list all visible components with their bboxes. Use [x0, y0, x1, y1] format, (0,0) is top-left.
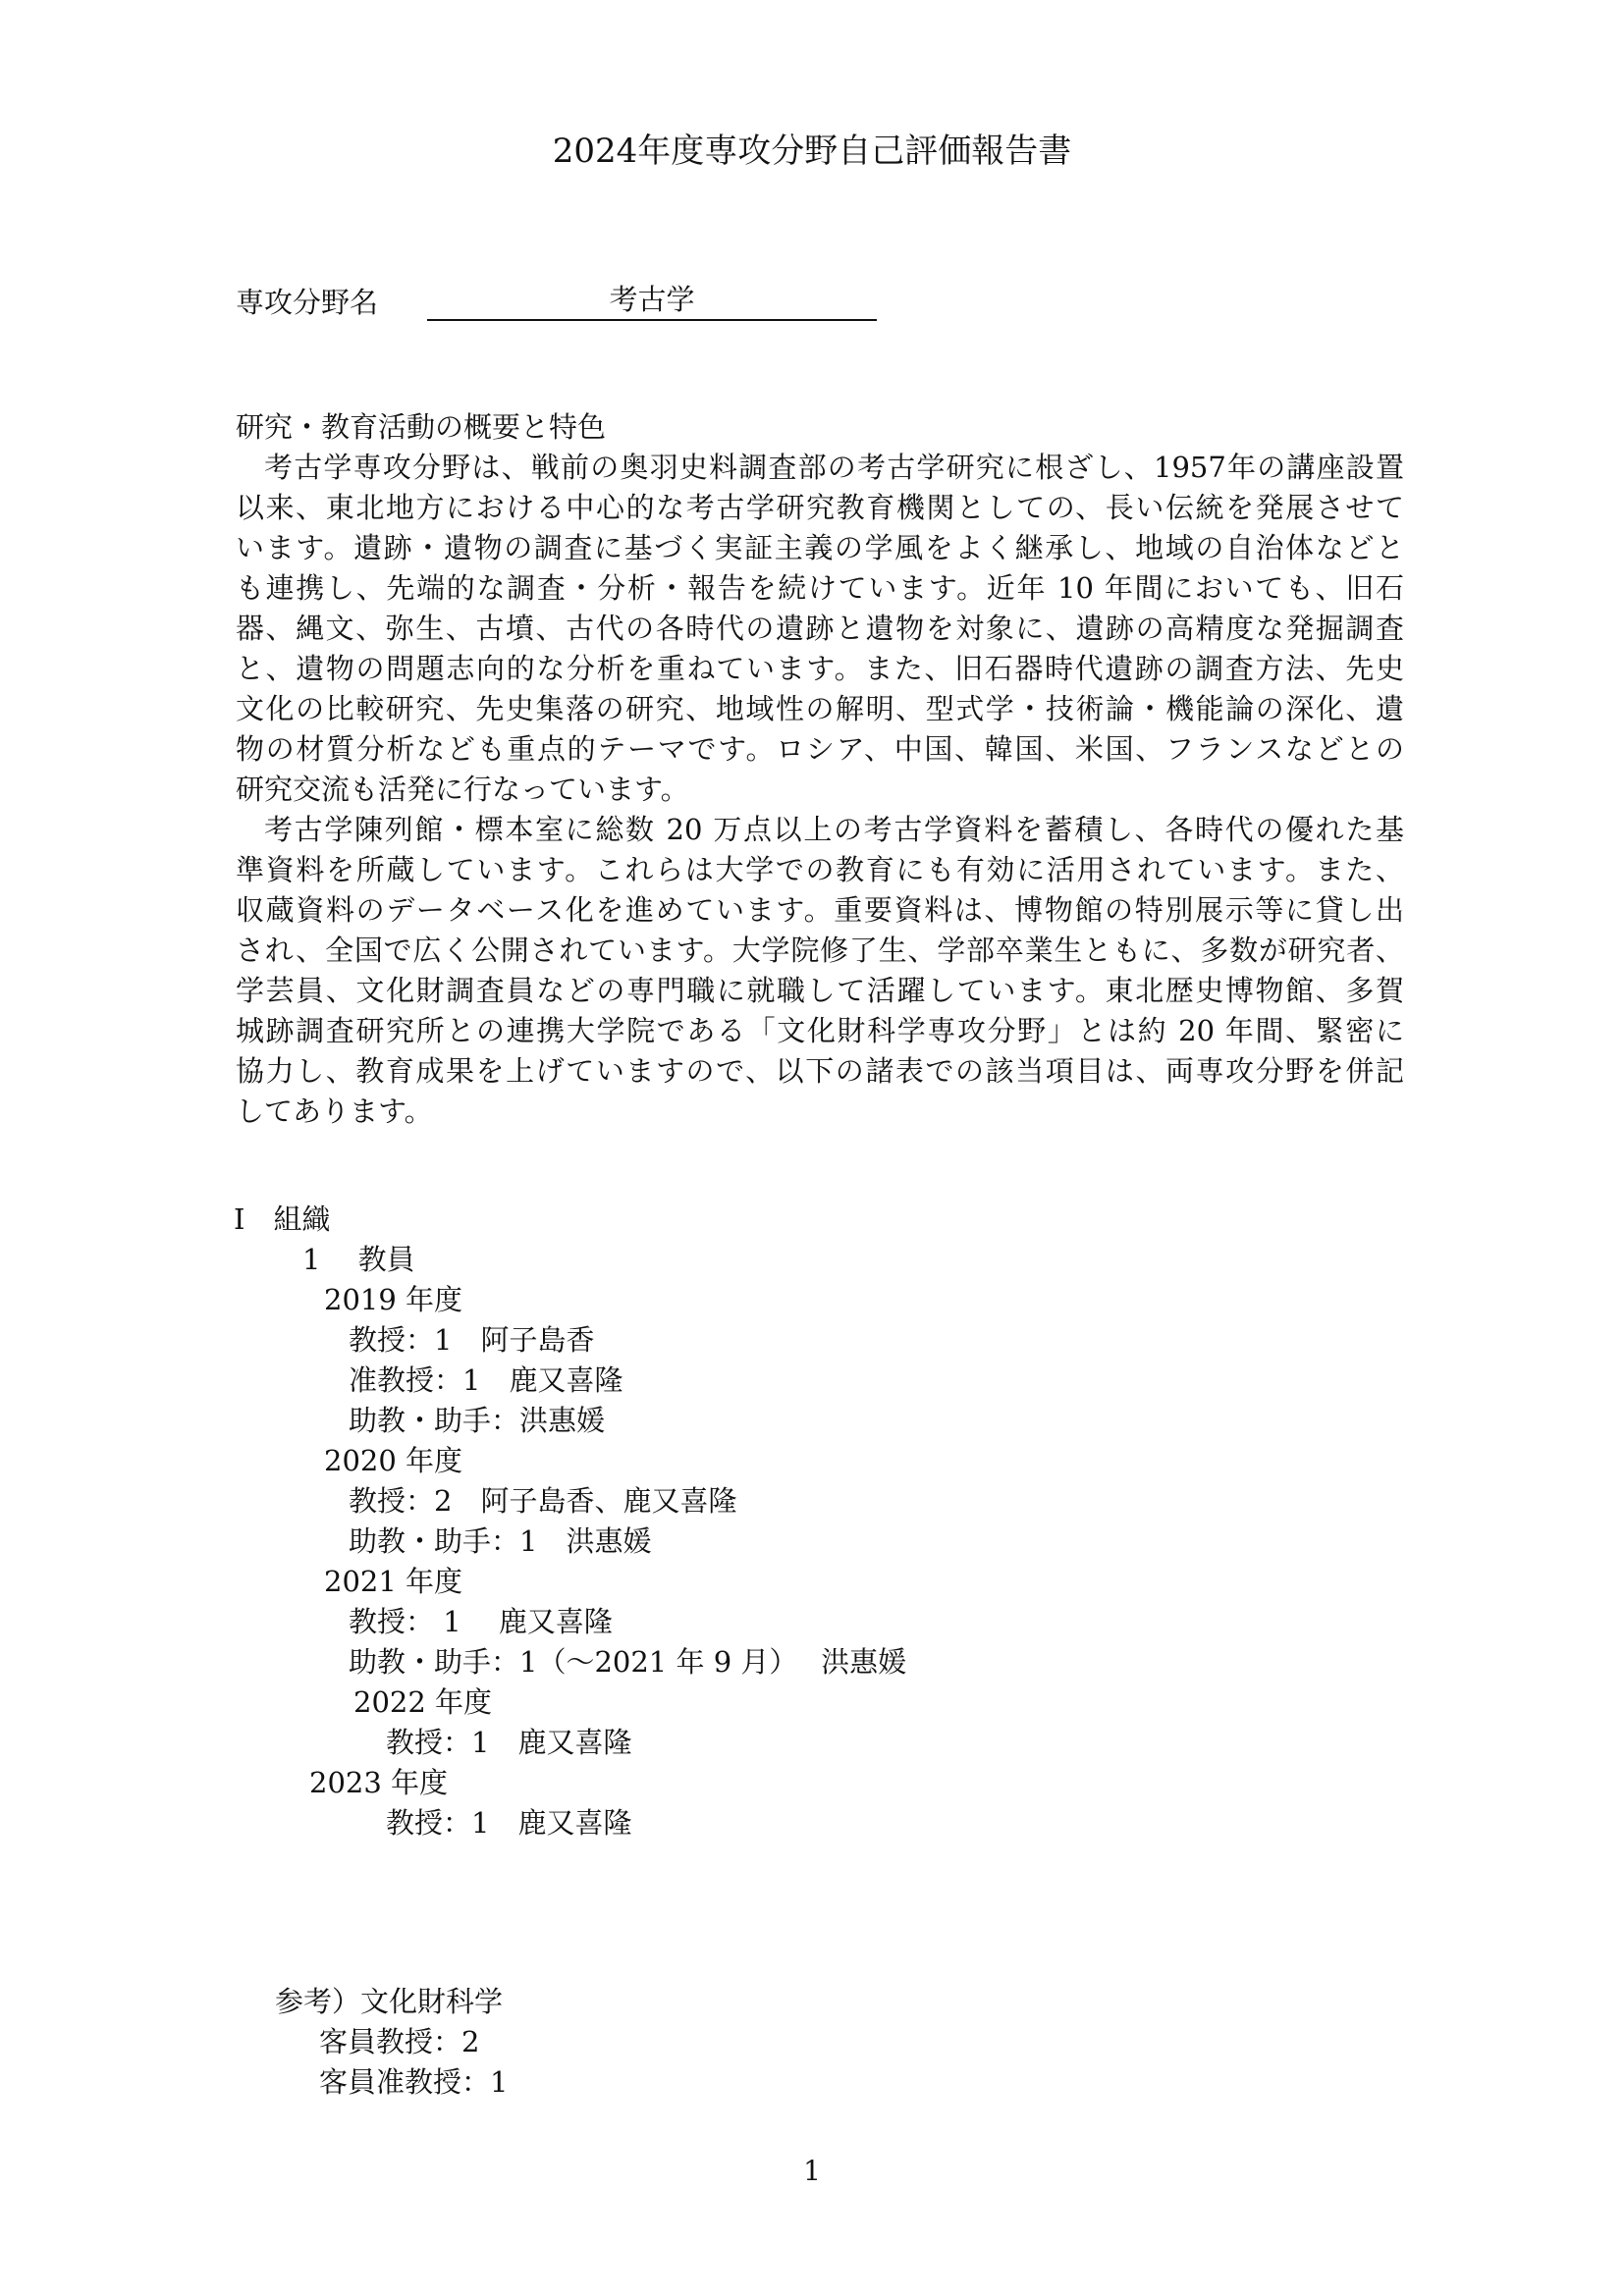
- section-heading: 研究・教育活動の概要と特色: [236, 410, 607, 444]
- year-2019-entry: 准教授：1 鹿又喜隆: [349, 1363, 623, 1397]
- field-name-value: 考古学: [427, 280, 877, 321]
- field-name-label: 専攻分野名: [236, 286, 379, 319]
- paragraph-1-line: 物の材質分析なども重点的テーマです。ロシア、中国、韓国、米国、フランスなどとの: [236, 732, 1404, 766]
- year-2020-entry: 助教・助手：1 洪惠媛: [349, 1524, 652, 1558]
- paragraph-2-line: してあります。: [236, 1095, 433, 1128]
- paragraph-1-line: と、遺物の問題志向的な分析を重ねています。また、旧石器時代遺跡の調査方法、先史: [236, 652, 1404, 685]
- year-2019-entry: 教授：1 阿子島香: [349, 1323, 595, 1357]
- paragraph-2-line: 城跡調査研究所との連携大学院である「文化財科学専攻分野」とは約 20 年間、緊密に: [236, 1014, 1404, 1047]
- paragraph-1-line: 以来、東北地方における中心的な考古学研究教育機関としての、長い伝統を発展させて: [236, 491, 1404, 524]
- reference-heading: 参考）文化財科学: [275, 1985, 504, 2018]
- paragraph-2-line: され、全国で広く公開されています。大学院修了生、学部卒業生ともに、多数が研究者、: [236, 934, 1404, 967]
- year-2019-label: 2019 年度: [324, 1283, 463, 1316]
- org-heading: I 組織: [234, 1202, 331, 1236]
- paragraph-1-line: 器、縄文、弥生、古墳、古代の各時代の遺跡と遺物を対象に、遺跡の高精度な発掘調査: [236, 612, 1404, 645]
- paragraph-1-line: います。遺跡・遺物の調査に基づく実証主義の学風をよく継承し、地域の自治体などと: [236, 531, 1404, 564]
- paragraph-1-line: も連携し、先端的な調査・分析・報告を続けています。近年 10 年間においても、旧石: [236, 571, 1404, 605]
- paragraph-2-line: 協力し、教育成果を上げていますので、以下の諸表での該当項目は、両専攻分野を併記: [236, 1054, 1404, 1088]
- document-title: 2024年度専攻分野自己評価報告書: [552, 132, 1072, 171]
- year-2021-label: 2021 年度: [324, 1565, 463, 1598]
- reference-entry: 客員准教授：1: [319, 2065, 509, 2099]
- year-2023-label: 2023 年度: [309, 1766, 449, 1799]
- paragraph-1-line: 文化の比較研究、先史集落の研究、地域性の解明、型式学・技術論・機能論の深化、遺: [236, 692, 1404, 725]
- reference-entry: 客員教授：2: [319, 2025, 480, 2058]
- paragraph-2-line: 収蔵資料のデータベース化を進めています。重要資料は、博物館の特別展示等に貸し出: [236, 893, 1404, 927]
- paragraph-2-line: 学芸員、文化財調査員などの専門職に就職して活躍しています。東北歴史博物館、多賀: [236, 974, 1404, 1007]
- page-number: 1: [803, 2155, 821, 2187]
- paragraph-2-line: 準資料を所蔵しています。これらは大学での教育にも有効に活用されています。また、: [236, 853, 1404, 886]
- year-2023-entry: 教授：1 鹿又喜隆: [386, 1806, 632, 1840]
- year-2021-entry: 教授： 1 鹿又喜隆: [349, 1605, 613, 1638]
- year-2020-label: 2020 年度: [324, 1444, 463, 1477]
- paragraph-2: [236, 810, 1404, 1132]
- paragraph-2-line: 考古学陳列館・標本室に総数 20 万点以上の考古学資料を蓄積し、各時代の優れた基: [264, 813, 1404, 846]
- paragraph-1-line: 考古学専攻分野は、戦前の奥羽史料調査部の考古学研究に根ざし、1957年の講座設置: [264, 451, 1404, 484]
- year-2021-entry: 助教・助手：1（～2021 年 9 月） 洪惠媛: [349, 1645, 907, 1679]
- faculty-heading: 1 教員: [302, 1243, 415, 1276]
- paragraph-1-line: 研究交流も活発に行なっています。: [236, 773, 689, 806]
- year-2022-entry: 教授：1 鹿又喜隆: [386, 1726, 632, 1759]
- year-2022-label: 2022 年度: [353, 1685, 493, 1719]
- year-2020-entry: 教授：2 阿子島香、鹿又喜隆: [349, 1484, 737, 1518]
- year-2019-entry: 助教・助手：洪惠媛: [349, 1404, 606, 1437]
- paragraph-1: [236, 448, 1404, 810]
